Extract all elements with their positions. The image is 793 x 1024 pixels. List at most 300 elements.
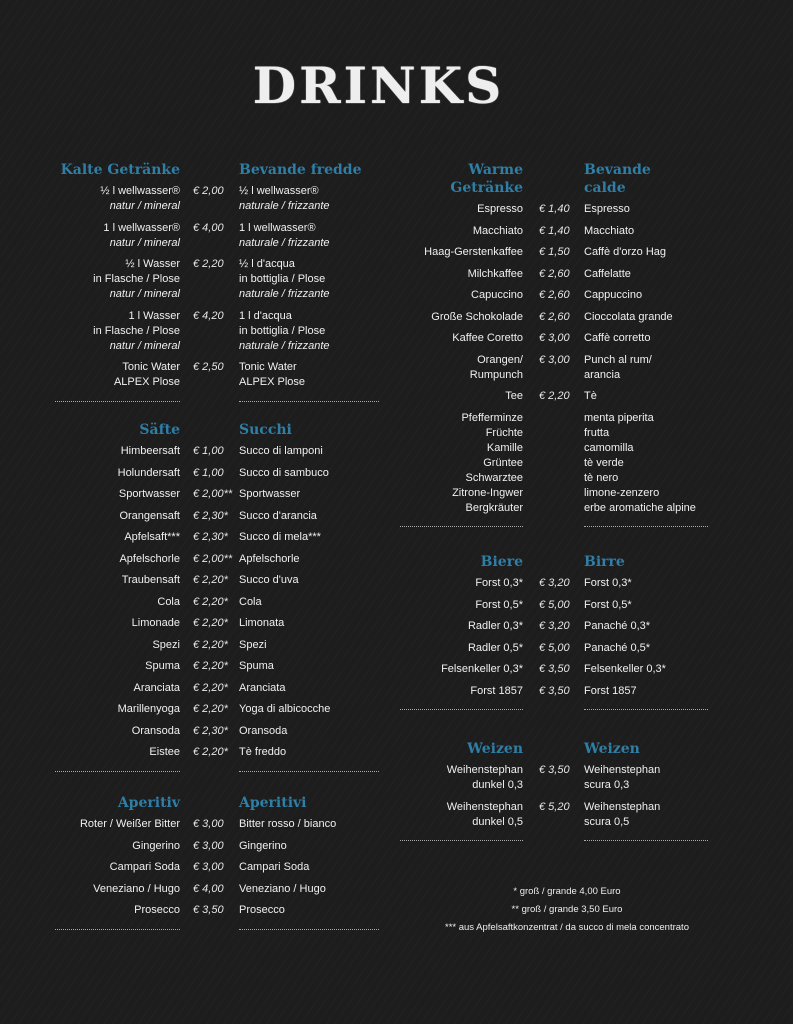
name-line: 1 l wellwasser® <box>239 221 316 234</box>
dotted-divider <box>239 401 379 402</box>
item-name-italian <box>584 389 724 404</box>
dotted-divider <box>55 929 180 930</box>
divider-spacer <box>523 522 584 527</box>
section-weizen <box>400 740 724 841</box>
dotted-divider <box>400 709 523 710</box>
item-price: € 1,40 <box>539 224 570 237</box>
item-price: € 5,00 <box>539 598 570 611</box>
name-line: Forst 1857 <box>584 684 637 697</box>
name-line: Kamille <box>486 441 523 454</box>
name-line: tè verde <box>584 456 624 469</box>
name-line: Limonade <box>131 617 180 629</box>
name-line: Oransoda <box>239 724 288 737</box>
item-name-italian <box>584 641 724 656</box>
dotted-divider <box>584 709 708 710</box>
item-name-german <box>40 509 180 524</box>
item-name-italian <box>584 267 724 282</box>
menu-items <box>40 184 379 402</box>
name-line: Capuccino <box>471 289 523 301</box>
divider-spacer <box>180 397 239 402</box>
name-line: Apfelschorle <box>239 552 300 565</box>
heading-line: calde <box>584 180 626 196</box>
heading-line: Warme <box>468 162 523 178</box>
item-name-german <box>40 466 180 481</box>
name-line: Orangensaft <box>119 509 180 522</box>
name-line: Succo di lamponi <box>239 445 323 457</box>
page-title: DRINKS <box>252 56 505 115</box>
dotted-divider <box>584 840 708 841</box>
name-line: Apfelschorle <box>119 552 180 565</box>
item-price: € 2,00 <box>193 185 224 197</box>
item-price: € 4,00 <box>193 221 224 234</box>
section-heading <box>400 553 724 571</box>
dotted-divider <box>584 526 708 527</box>
dotted-divider <box>239 771 379 772</box>
item-name-german <box>400 763 523 793</box>
name-line: Oransoda <box>131 724 180 737</box>
heading-spacer <box>523 553 584 571</box>
item-price: € 2,50 <box>193 361 224 373</box>
item-name-german <box>40 257 180 302</box>
dotted-divider <box>400 840 523 841</box>
divider-spacer <box>523 836 584 841</box>
item-name-italian <box>239 638 379 653</box>
heading-spacer <box>523 161 584 197</box>
item-name-german <box>40 487 180 502</box>
name-line: tè nero <box>584 471 619 484</box>
name-line: Tee <box>505 390 523 402</box>
item-name-german <box>40 659 180 674</box>
name-line: Forst 0,3* <box>584 577 632 589</box>
name-line: Cappuccino <box>584 289 643 301</box>
heading-line: Säfte <box>139 422 180 438</box>
name-line: ½ l wellwasser® <box>239 185 319 197</box>
name-line: natur / mineral <box>109 288 180 300</box>
heading-italian <box>239 794 379 812</box>
name-line: Punch al rum/ <box>584 353 652 366</box>
item-price: € 2,20* <box>193 574 228 586</box>
name-line: Campari Soda <box>109 861 180 873</box>
divider-spacer <box>180 767 239 772</box>
name-line: Tè <box>584 390 597 402</box>
item-name-german <box>400 619 523 634</box>
name-line: Holundersaft <box>117 466 180 479</box>
name-line: Succo d'arancia <box>239 509 317 522</box>
name-line: camomilla <box>584 441 634 454</box>
item-name-german <box>400 800 523 830</box>
item-price: € 3,00 <box>539 332 570 344</box>
name-line: Roter / Weißer Bitter <box>79 818 180 830</box>
heading-german <box>400 553 523 571</box>
heading-italian <box>584 161 724 197</box>
heading-line: Birre <box>584 554 625 570</box>
item-price: € 2,20* <box>193 617 228 629</box>
item-price: € 2,30* <box>193 531 228 543</box>
name-line: in bottiglia / Plose <box>239 324 326 337</box>
name-line: Weihenstephan <box>446 764 523 776</box>
item-price: € 3,00 <box>193 839 224 852</box>
menu-items <box>40 817 379 930</box>
heading-italian <box>239 421 379 439</box>
name-line: Traubensaft <box>121 574 180 586</box>
item-name-italian <box>239 360 379 390</box>
name-line: Sportwasser <box>239 488 301 500</box>
name-line: Radler 0,3* <box>467 620 523 632</box>
item-name-german <box>40 724 180 739</box>
item-name-german <box>40 903 180 918</box>
item-price: € 2,30* <box>193 509 228 522</box>
item-price: € 2,60 <box>539 310 570 323</box>
name-line: Spezi <box>152 638 180 651</box>
item-name-italian <box>584 598 724 613</box>
name-line: Kaffee Coretto <box>452 332 523 344</box>
name-line: Aranciata <box>239 681 286 694</box>
item-name-italian <box>239 860 379 875</box>
name-line: arancia <box>584 368 621 381</box>
name-line: menta piperita <box>584 411 654 424</box>
item-price: € 2,20* <box>193 681 228 694</box>
name-line: Caffè corretto <box>584 332 651 344</box>
name-line: Tè freddo <box>239 746 287 758</box>
item-name-german <box>400 202 523 217</box>
item-name-italian <box>239 616 379 631</box>
item-name-italian <box>239 257 379 302</box>
name-line: ½ l Wasser <box>125 258 180 270</box>
name-line: frutta <box>584 426 610 439</box>
name-line: Espresso <box>477 203 523 215</box>
section-biere <box>400 553 724 710</box>
item-price: € 3,00 <box>539 353 570 366</box>
heading-spacer <box>180 161 239 179</box>
item-name-german <box>40 839 180 854</box>
heading-line: Bevande fredde <box>239 162 362 178</box>
heading-german <box>400 740 523 758</box>
heading-line: Weizen <box>584 741 640 757</box>
heading-line: Biere <box>480 554 523 570</box>
item-name-italian <box>584 288 724 303</box>
item-name-german <box>400 598 523 613</box>
item-name-italian <box>584 245 724 260</box>
name-line: dunkel 0,5 <box>472 815 523 828</box>
name-line: Sportwasser <box>118 488 180 500</box>
item-name-italian <box>239 839 379 854</box>
item-name-italian <box>239 552 379 567</box>
item-name-italian <box>239 573 379 588</box>
item-price: € 3,50 <box>193 904 224 916</box>
footnote: *** aus Apfelsaftkonzentrat / da succo di mela concentrato <box>445 922 689 933</box>
section-kalte <box>40 161 379 402</box>
item-price: € 2,30* <box>193 724 228 737</box>
name-line: Espresso <box>584 203 630 215</box>
menu-items <box>400 202 724 527</box>
name-line: Spezi <box>239 638 267 651</box>
name-line: Panaché 0,3* <box>584 620 651 632</box>
name-line: Gingerino <box>239 839 287 852</box>
name-line: Zitrone-Ingwer <box>452 486 523 499</box>
footnote: * groß / grande 4,00 Euro <box>513 886 621 897</box>
item-name-italian <box>239 595 379 610</box>
item-price: € 1,50 <box>539 246 570 258</box>
name-line: Yoga di albicocche <box>239 703 331 715</box>
item-price: € 2,00** <box>193 552 233 565</box>
item-price: € 2,20 <box>539 390 570 402</box>
name-line: Felsenkeller 0,3* <box>584 663 666 675</box>
heading-line: Succhi <box>239 422 292 438</box>
name-line: Spuma <box>239 660 274 672</box>
item-price <box>523 411 584 516</box>
item-price: € 3,50 <box>539 684 570 697</box>
item-name-italian <box>584 202 724 217</box>
name-line: erbe aromatiche alpine <box>584 501 696 514</box>
name-line: ALPEX Plose <box>113 376 180 388</box>
item-name-italian <box>239 882 379 897</box>
item-name-german <box>40 702 180 717</box>
item-name-german <box>400 267 523 282</box>
menu-items <box>40 444 379 772</box>
name-line: naturale / frizzante <box>239 339 330 352</box>
name-line: Caffelatte <box>584 267 631 280</box>
divider-spacer <box>523 705 584 710</box>
name-line: Prosecco <box>134 904 180 916</box>
item-name-german <box>40 638 180 653</box>
item-name-italian <box>239 444 379 459</box>
name-line: Veneziano / Hugo <box>93 882 180 895</box>
name-line: 1 l wellwasser® <box>103 221 180 234</box>
name-line: Prosecco <box>239 904 285 916</box>
item-name-german <box>40 530 180 545</box>
name-line: Macchiato <box>472 224 523 237</box>
heading-italian <box>584 553 724 571</box>
item-name-german <box>400 245 523 260</box>
item-name-german <box>400 662 523 677</box>
name-line: in bottiglia / Plose <box>239 273 326 285</box>
name-line: Weihenstephan <box>584 800 661 813</box>
heading-german <box>40 794 180 812</box>
name-line: ½ l d'acqua <box>239 258 295 270</box>
name-line: naturale / frizzante <box>239 200 330 212</box>
name-line: Limonata <box>239 617 285 629</box>
item-name-italian <box>584 684 724 699</box>
name-line: natur / mineral <box>109 200 180 212</box>
item-name-italian <box>239 509 379 524</box>
item-name-italian <box>239 724 379 739</box>
item-name-italian <box>584 576 724 591</box>
item-name-german <box>400 353 523 383</box>
item-name-italian <box>239 681 379 696</box>
item-name-german <box>400 576 523 591</box>
name-line: Bergkräuter <box>465 501 523 514</box>
name-line: Grüntee <box>483 456 523 469</box>
name-line: Forst 0,3* <box>475 577 523 589</box>
heading-line: Kalte Getränke <box>60 162 180 178</box>
item-price: € 5,20 <box>539 800 570 813</box>
item-name-german <box>40 184 180 214</box>
name-line: ALPEX Plose <box>239 376 306 388</box>
name-line: Milchkaffee <box>467 267 523 280</box>
item-name-italian <box>584 331 724 346</box>
item-price: € 2,60 <box>539 267 570 280</box>
item-name-italian <box>239 817 379 832</box>
name-line: Tonic Water <box>122 361 180 373</box>
item-name-german <box>400 389 523 404</box>
heading-line: Aperitivi <box>239 795 307 811</box>
name-line: natur / mineral <box>109 236 180 249</box>
item-price: € 2,20* <box>193 660 228 672</box>
heading-line: Weizen <box>467 741 523 757</box>
dotted-divider <box>55 401 180 402</box>
item-name-italian <box>584 310 724 325</box>
name-line: in Flasche / Plose <box>93 324 180 337</box>
name-line: natur / mineral <box>109 339 180 352</box>
name-line: Früchte <box>485 426 523 439</box>
name-line: Weihenstephan <box>584 764 661 776</box>
name-line: Felsenkeller 0,3* <box>441 663 523 675</box>
item-name-german <box>400 641 523 656</box>
item-price: € 1,40 <box>539 203 570 215</box>
name-line: Campari Soda <box>239 861 310 873</box>
item-name-italian <box>584 353 724 383</box>
item-name-german <box>400 310 523 325</box>
name-line: Große Schokolade <box>431 310 523 323</box>
item-name-german <box>40 573 180 588</box>
name-line: Spuma <box>145 660 180 672</box>
heading-line: Getränke <box>450 180 523 196</box>
item-name-german <box>400 411 523 516</box>
name-line: Haag-Gerstenkaffee <box>424 246 523 258</box>
name-line: Rumpunch <box>469 368 523 381</box>
item-price: € 2,20 <box>193 258 224 270</box>
item-name-german <box>40 552 180 567</box>
item-name-italian <box>584 224 724 239</box>
heading-italian <box>239 161 379 179</box>
heading-line: Bevande <box>584 162 651 178</box>
item-name-italian <box>239 702 379 717</box>
item-name-italian <box>239 487 379 502</box>
name-line: Radler 0,5* <box>467 641 523 654</box>
dotted-divider <box>239 929 379 930</box>
item-name-italian <box>239 903 379 918</box>
item-name-german <box>400 331 523 346</box>
item-name-italian <box>584 411 724 516</box>
item-price: € 2,20* <box>193 703 228 715</box>
name-line: scura 0,3 <box>584 779 630 791</box>
item-price: € 2,20* <box>193 638 228 651</box>
name-line: Himbeersaft <box>120 445 180 457</box>
item-price: € 1,00 <box>193 466 224 479</box>
name-line: 1 l Wasser <box>128 309 180 322</box>
heading-spacer <box>523 740 584 758</box>
dotted-divider <box>55 771 180 772</box>
item-name-german <box>40 595 180 610</box>
item-price: € 1,00 <box>193 445 224 457</box>
item-name-german <box>40 360 180 390</box>
name-line: Forst 1857 <box>470 684 523 697</box>
item-price: € 4,00 <box>193 882 224 895</box>
item-price: € 2,00** <box>193 488 233 500</box>
name-line: Eistee <box>149 746 180 758</box>
name-line: Veneziano / Hugo <box>239 882 326 895</box>
item-price: € 2,60 <box>539 289 570 301</box>
heading-line: Aperitiv <box>117 795 180 811</box>
name-line: naturale / frizzante <box>239 288 330 300</box>
item-name-italian <box>584 662 724 677</box>
menu-items <box>400 576 724 710</box>
item-name-german <box>40 444 180 459</box>
item-name-german <box>40 309 180 354</box>
name-line: Caffè d'orzo Hag <box>584 246 667 258</box>
section-warme <box>400 161 724 527</box>
name-line: Apfelsaft*** <box>124 531 180 543</box>
name-line: Aranciata <box>133 681 180 694</box>
name-line: Weihenstephan <box>446 800 523 813</box>
item-name-italian <box>584 800 724 830</box>
item-price: € 3,00 <box>193 818 224 830</box>
item-price: € 3,00 <box>193 861 224 873</box>
section-heading <box>40 421 379 439</box>
section-aperitiv <box>40 794 379 930</box>
item-name-german <box>40 221 180 251</box>
name-line: Marillenyoga <box>117 703 180 715</box>
name-line: Panaché 0,5* <box>584 641 651 654</box>
section-heading <box>400 161 724 197</box>
heading-italian <box>584 740 724 758</box>
name-line: Succo di mela*** <box>239 531 321 543</box>
item-name-italian <box>239 745 379 760</box>
item-price: € 4,20 <box>193 309 224 322</box>
name-line: in Flasche / Plose <box>93 273 180 285</box>
item-price: € 3,50 <box>539 764 570 776</box>
item-price: € 5,00 <box>539 641 570 654</box>
item-price: € 3,20 <box>539 620 570 632</box>
item-price: € 3,50 <box>539 663 570 675</box>
name-line: Forst 0,5* <box>475 598 523 611</box>
name-line: 1 l d'acqua <box>239 309 292 322</box>
item-name-italian <box>584 763 724 793</box>
name-line: Forst 0,5* <box>584 598 632 611</box>
name-line: Tonic Water <box>239 361 297 373</box>
name-line: limone-zenzero <box>584 486 660 499</box>
section-heading <box>400 740 724 758</box>
item-name-italian <box>239 184 379 214</box>
item-name-german <box>400 684 523 699</box>
menu-items <box>400 763 724 841</box>
item-name-italian <box>239 530 379 545</box>
heading-german <box>400 161 523 197</box>
item-name-german <box>400 288 523 303</box>
name-line: Gingerino <box>132 839 180 852</box>
footnote: ** groß / grande 3,50 Euro <box>511 904 623 915</box>
divider-spacer <box>180 925 239 930</box>
item-name-italian <box>239 659 379 674</box>
section-heading <box>40 794 379 812</box>
name-line: naturale / frizzante <box>239 236 330 249</box>
name-line: Bitter rosso / bianco <box>239 818 337 830</box>
item-price: € 2,20* <box>193 746 228 758</box>
footnotes <box>400 883 734 937</box>
heading-spacer <box>180 794 239 812</box>
item-name-german <box>40 616 180 631</box>
name-line: Pfefferminze <box>461 411 523 424</box>
item-name-german <box>40 817 180 832</box>
item-name-german <box>40 745 180 760</box>
name-line: Cola <box>239 595 262 608</box>
name-line: Succo d'uva <box>239 574 299 586</box>
item-name-italian <box>584 619 724 634</box>
name-line: Succo di sambuco <box>239 466 329 479</box>
name-line: Orangen/ <box>477 353 523 366</box>
heading-german <box>40 421 180 439</box>
section-saefte <box>40 421 379 772</box>
